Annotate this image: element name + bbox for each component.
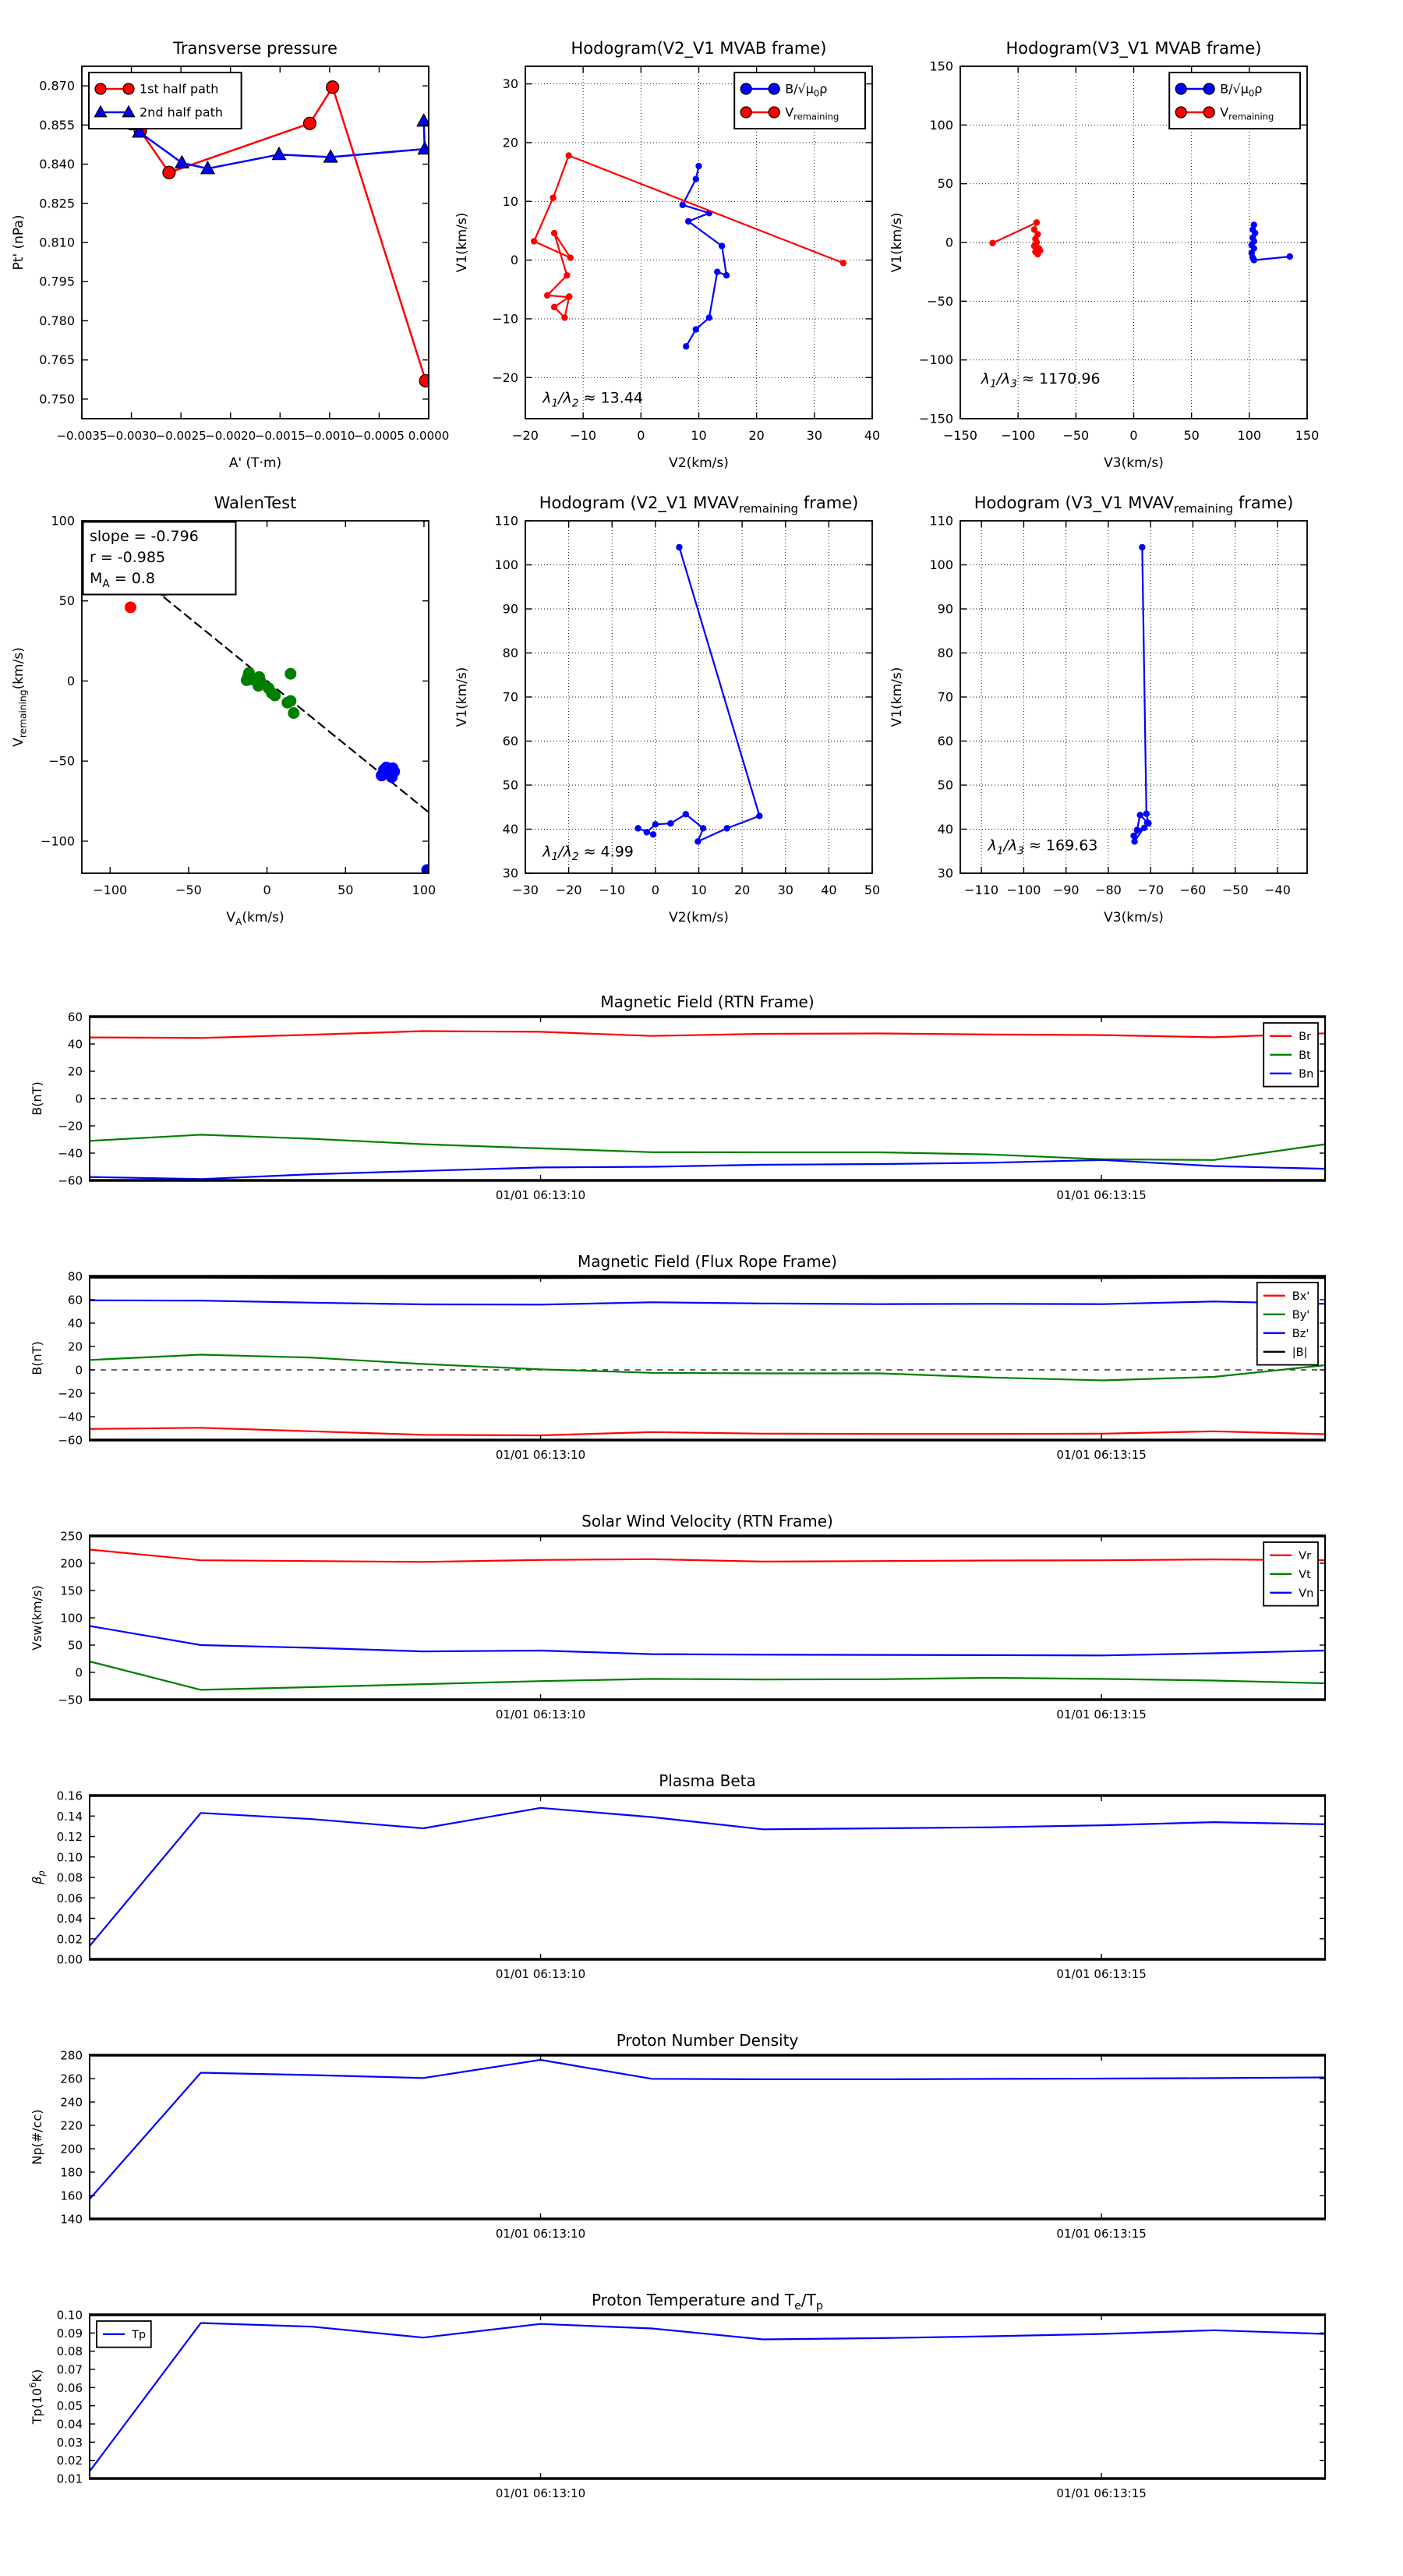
svg-text:−40: −40 (58, 1146, 83, 1161)
svg-text:0.810: 0.810 (39, 235, 75, 250)
svg-text:Hodogram(V3_V1 MVAB frame): Hodogram(V3_V1 MVAB frame) (1005, 39, 1262, 58)
svg-text:0.765: 0.765 (39, 352, 75, 368)
mag-field-flux-rope (30, 1252, 1326, 1462)
svg-text:100: 100 (60, 1611, 83, 1626)
svg-text:01/01 06:13:10: 01/01 06:13:10 (495, 1707, 586, 1721)
svg-text:0: 0 (66, 673, 75, 688)
svg-text:−20: −20 (555, 883, 582, 897)
svg-text:−0.0020: −0.0020 (205, 429, 256, 443)
svg-text:slope = -0.796: slope = -0.796 (90, 528, 199, 545)
svg-text:|B|: |B| (1292, 1346, 1308, 1359)
mag-field-rtn (30, 993, 1326, 1202)
svg-text:20: 20 (733, 883, 751, 897)
svg-text:−50: −50 (175, 883, 202, 897)
svg-text:80: 80 (937, 646, 953, 660)
svg-text:V1(km/s): V1(km/s) (889, 667, 905, 727)
svg-text:Bt: Bt (1299, 1049, 1311, 1062)
svg-text:Vsw(km/s): Vsw(km/s) (30, 1585, 44, 1651)
svg-text:−100: −100 (1001, 428, 1036, 443)
svg-text:λ1/λ2 ≈ 13.44: $\lambda_1/\lambda_2 \approx 13.44$ (542, 389, 643, 410)
svg-text:−50: −50 (927, 293, 953, 309)
svg-text:λ1/λ3 ≈ 1170.96: $\lambda_1/\lambda_3 \approx 1170.96$ (981, 370, 1101, 391)
svg-text:−0.0030: −0.0030 (106, 429, 157, 443)
svg-text:0: 0 (651, 883, 659, 897)
svg-text:0: 0 (75, 1363, 83, 1378)
svg-text:Transverse pressure: Transverse pressure (173, 39, 337, 58)
svg-text:100: 100 (1237, 428, 1262, 443)
svg-text:30: 30 (937, 865, 953, 881)
svg-text:240: 240 (60, 2095, 83, 2110)
svg-text:01/01 06:13:15: 01/01 06:13:15 (1056, 1188, 1147, 1202)
svg-text:Bx': Bx' (1292, 1290, 1310, 1303)
svg-text:Vr: Vr (1299, 1549, 1312, 1562)
svg-text:Magnetic Field (Flux Rope Fram: Magnetic Field (Flux Rope Frame) (578, 1252, 837, 1271)
svg-text:30: 30 (502, 76, 518, 92)
svg-text:110: 110 (929, 513, 953, 529)
svg-text:0.08: 0.08 (56, 2344, 83, 2359)
svg-text:Solar Wind Velocity (RTN Frame: Solar Wind Velocity (RTN Frame) (581, 1512, 833, 1530)
svg-text:−150: −150 (919, 411, 953, 426)
svg-text:10: 10 (691, 883, 707, 897)
svg-text:0.07: 0.07 (56, 2362, 83, 2377)
svg-text:100: 100 (929, 557, 953, 572)
transverse-pressure (11, 39, 449, 471)
svg-text:A' (T·m): A' (T·m) (228, 455, 282, 471)
svg-text:50: 50 (937, 777, 953, 793)
svg-text:Bn: Bn (1299, 1067, 1314, 1081)
svg-text:20: 20 (748, 428, 765, 443)
svg-text:−110: −110 (964, 883, 999, 897)
svg-text:70: 70 (502, 689, 518, 705)
svg-text:150: 150 (60, 1583, 83, 1598)
svg-text:VA(km/s): $V_A(km/s)$ (226, 910, 284, 928)
svg-text:−60: −60 (58, 1173, 83, 1188)
svg-text:0: 0 (1129, 428, 1138, 443)
svg-text:60: 60 (67, 1010, 83, 1024)
svg-text:160: 160 (60, 2189, 83, 2203)
svg-text:Hodogram (V2_V1 MVAVremaining: Hodogram (V2_V1 $MVAV_{remaining}$ frame) (539, 494, 859, 516)
svg-text:B(nT): B(nT) (30, 1341, 44, 1375)
svg-text:260: 260 (60, 2072, 83, 2086)
svg-text:−100: −100 (41, 833, 75, 849)
svg-text:20: 20 (67, 1339, 83, 1354)
svg-text:B/√μ0ρ: $B/√\mu_0\rho$ (785, 81, 828, 99)
svg-text:40: 40 (502, 822, 518, 837)
svg-text:−20: −20 (58, 1386, 83, 1401)
svg-text:0.06: 0.06 (56, 1891, 83, 1905)
svg-text:0.12: 0.12 (56, 1830, 83, 1844)
svg-text:50: 50 (864, 883, 881, 897)
svg-text:−40: −40 (1264, 883, 1291, 897)
svg-text:Np(#/cc): Np(#/cc) (30, 2109, 44, 2165)
hodogram-v3v1-mvab (889, 39, 1319, 471)
svg-text:0.04: 0.04 (56, 2417, 83, 2432)
svg-text:Vremaining(km/s): $V_{remaining}(km/s)$ (11, 647, 29, 747)
svg-text:40: 40 (864, 428, 881, 443)
svg-text:01/01 06:13:15: 01/01 06:13:15 (1056, 2486, 1147, 2500)
svg-text:150: 150 (1295, 428, 1320, 443)
svg-text:0.05: 0.05 (56, 2399, 83, 2414)
svg-text:−100: −100 (919, 352, 953, 368)
svg-text:WalenTest: WalenTest (214, 494, 297, 512)
svg-text:−50: −50 (58, 1693, 83, 1707)
svg-text:Bz': Bz' (1292, 1327, 1309, 1340)
svg-text:Hodogram (V3_V1 MVAVremaining: Hodogram (V3_V1 $MVAV_{remaining}$ frame) (974, 494, 1294, 516)
svg-text:0.02: 0.02 (56, 2454, 83, 2468)
svg-text:0.06: 0.06 (56, 2380, 83, 2395)
svg-text:60: 60 (502, 734, 518, 748)
svg-text:0: 0 (75, 1092, 83, 1106)
svg-text:MA = 0.8: $M_A = 0.8$ (90, 570, 155, 590)
svg-text:V3(km/s): V3(km/s) (1104, 455, 1164, 471)
svg-text:50: 50 (67, 1638, 83, 1653)
svg-text:60: 60 (67, 1293, 83, 1307)
svg-text:Tp: Tp (132, 2328, 147, 2341)
svg-text:−0.0010: −0.0010 (304, 429, 355, 443)
svg-text:01/01 06:13:15: 01/01 06:13:15 (1056, 1707, 1147, 1721)
svg-text:30: 30 (777, 883, 793, 897)
svg-text:0.14: 0.14 (56, 1809, 83, 1824)
walen-test (11, 494, 436, 927)
svg-text:40: 40 (821, 883, 837, 897)
svg-text:−0.0025: −0.0025 (155, 429, 207, 443)
svg-text:−10: −10 (570, 428, 597, 443)
svg-text:0: 0 (945, 235, 953, 250)
proton-number-density (30, 2031, 1326, 2241)
svg-text:Vt: Vt (1299, 1568, 1311, 1581)
hodogram-v2v1-mvab (454, 39, 880, 471)
svg-text:140: 140 (60, 2212, 83, 2227)
svg-text:Pt' (nPa): Pt' (nPa) (11, 214, 27, 271)
svg-text:−50: −50 (48, 753, 75, 769)
svg-text:40: 40 (67, 1316, 83, 1331)
svg-text:−20: −20 (492, 370, 518, 385)
svg-text:Vremaining: $V_{remaining}$ (1220, 104, 1274, 122)
svg-text:20: 20 (502, 135, 518, 150)
hodogram-v3v1-mvav (889, 494, 1307, 925)
svg-text:Vn: Vn (1299, 1587, 1314, 1600)
svg-text:0.0000: 0.0000 (408, 429, 450, 443)
svg-text:−10: −10 (599, 883, 626, 897)
svg-text:180: 180 (60, 2165, 83, 2180)
svg-text:Plasma Beta: Plasma Beta (659, 1771, 756, 1790)
svg-text:0.855: 0.855 (39, 117, 75, 133)
svg-text:90: 90 (937, 601, 953, 617)
svg-text:0.10: 0.10 (56, 1850, 83, 1865)
svg-text:01/01 06:13:15: 01/01 06:13:15 (1056, 1448, 1147, 1462)
svg-text:Tp(106K): $Tp(10^6K)$ (27, 2369, 44, 2425)
svg-text:10: 10 (502, 193, 518, 209)
svg-text:50: 50 (502, 777, 518, 793)
svg-text:−20: −20 (512, 428, 539, 443)
svg-text:V2(km/s): V2(km/s) (669, 455, 729, 471)
svg-text:01/01 06:13:10: 01/01 06:13:10 (495, 2486, 586, 2500)
svg-text:30: 30 (502, 865, 518, 881)
svg-text:0: 0 (510, 253, 518, 268)
hodogram-v2v1-mvav (454, 494, 880, 925)
svg-text:λ1/λ3 ≈ 169.63: $\lambda_1/\lambda_3 \approx 169.63$ (988, 837, 1098, 858)
svg-text:0.16: 0.16 (56, 1789, 83, 1803)
svg-text:Vremaining: $V_{remaining}$ (785, 104, 839, 122)
svg-text:150: 150 (929, 58, 953, 74)
svg-text:20: 20 (67, 1064, 83, 1079)
svg-text:−0.0005: −0.0005 (353, 429, 405, 443)
svg-text:80: 80 (67, 1269, 83, 1284)
svg-text:−10: −10 (492, 311, 518, 327)
svg-text:B(nT): B(nT) (30, 1081, 44, 1116)
svg-text:0.795: 0.795 (39, 274, 75, 289)
svg-text:0.750: 0.750 (39, 391, 75, 407)
svg-text:V1(km/s): V1(km/s) (454, 212, 470, 273)
svg-text:200: 200 (60, 1556, 83, 1571)
svg-text:Proton Temperature and Te/Tp: Proton Temperature and $T_e/T_p$ (591, 2291, 824, 2312)
svg-text:−50: −50 (1062, 428, 1090, 443)
svg-text:110: 110 (494, 513, 518, 529)
svg-text:220: 220 (60, 2118, 83, 2133)
svg-text:−0.0015: −0.0015 (254, 429, 306, 443)
svg-text:0.01: 0.01 (56, 2472, 83, 2486)
svg-text:−20: −20 (58, 1119, 83, 1134)
svg-text:50: 50 (58, 593, 75, 609)
svg-text:280: 280 (60, 2048, 83, 2063)
svg-text:100: 100 (494, 557, 518, 572)
svg-text:V2(km/s): V2(km/s) (669, 910, 729, 925)
svg-text:0.09: 0.09 (56, 2326, 83, 2341)
svg-text:−100: −100 (1006, 883, 1041, 897)
svg-text:λ1/λ2 ≈ 4.99: $\lambda_1/\lambda_2 \approx 4.99$ (542, 843, 634, 864)
svg-text:100: 100 (929, 117, 953, 133)
svg-text:50: 50 (337, 883, 354, 897)
svg-text:Proton Number Density: Proton Number Density (616, 2031, 799, 2050)
svg-text:10: 10 (691, 428, 707, 443)
svg-text:−60: −60 (58, 1433, 83, 1448)
svg-text:01/01 06:13:15: 01/01 06:13:15 (1056, 2227, 1147, 2241)
svg-text:V1(km/s): V1(km/s) (889, 212, 905, 273)
svg-text:50: 50 (937, 176, 953, 192)
svg-text:Br: Br (1299, 1030, 1312, 1043)
svg-text:0.10: 0.10 (56, 2308, 83, 2323)
svg-text:−90: −90 (1052, 883, 1080, 897)
svg-text:0: 0 (263, 883, 271, 897)
svg-text:2nd half path: 2nd half path (140, 104, 224, 120)
svg-text:−100: −100 (93, 883, 128, 897)
svg-text:0.870: 0.870 (39, 78, 75, 94)
svg-text:−30: −30 (512, 883, 539, 897)
svg-text:−80: −80 (1095, 883, 1122, 897)
svg-text:−60: −60 (1179, 883, 1207, 897)
svg-text:250: 250 (60, 1529, 83, 1544)
svg-text:0.03: 0.03 (56, 2435, 83, 2450)
svg-text:01/01 06:13:15: 01/01 06:13:15 (1056, 1967, 1147, 1981)
svg-text:70: 70 (937, 689, 953, 705)
svg-text:01/01 06:13:10: 01/01 06:13:10 (495, 1448, 586, 1462)
svg-text:0.00: 0.00 (56, 1952, 83, 1967)
svg-text:−70: −70 (1137, 883, 1164, 897)
solar-wind-velocity (30, 1512, 1326, 1721)
proton-temperature (27, 2291, 1326, 2500)
svg-text:0.02: 0.02 (56, 1932, 83, 1947)
svg-text:0.780: 0.780 (39, 313, 75, 328)
svg-text:0: 0 (637, 428, 645, 443)
svg-text:−50: −50 (1221, 883, 1249, 897)
svg-text:−40: −40 (58, 1410, 83, 1424)
plasma-beta (30, 1771, 1326, 1981)
svg-text:By': By' (1292, 1308, 1310, 1322)
svg-text:30: 30 (806, 428, 823, 443)
svg-text:B/√μ0ρ: $B/√\mu_0\rho$ (1220, 81, 1263, 99)
svg-text:V1(km/s): V1(km/s) (454, 667, 470, 727)
svg-text:Hodogram(V2_V1 MVAB frame): Hodogram(V2_V1 MVAB frame) (571, 39, 827, 58)
svg-text:−0.0035: −0.0035 (56, 429, 108, 443)
svg-text:1st half path: 1st half path (140, 81, 219, 97)
svg-text:−150: −150 (943, 428, 977, 443)
svg-text:40: 40 (67, 1037, 83, 1052)
svg-text:200: 200 (60, 2142, 83, 2157)
svg-text:01/01 06:13:10: 01/01 06:13:10 (495, 2227, 586, 2241)
svg-text:100: 100 (412, 883, 436, 897)
svg-text:0.08: 0.08 (56, 1870, 83, 1885)
svg-text:0: 0 (75, 1665, 83, 1680)
svg-text:0.840: 0.840 (39, 157, 75, 172)
svg-text:50: 50 (1183, 428, 1200, 443)
svg-text:0.825: 0.825 (39, 196, 75, 211)
svg-text:V3(km/s): V3(km/s) (1104, 910, 1164, 925)
svg-text:01/01 06:13:10: 01/01 06:13:10 (495, 1188, 586, 1202)
svg-text:60: 60 (937, 734, 953, 748)
svg-text:Magnetic Field (RTN Frame): Magnetic Field (RTN Frame) (600, 993, 815, 1011)
svg-text:r = -0.985: r = -0.985 (90, 549, 166, 566)
svg-text:90: 90 (502, 601, 518, 617)
svg-text:01/01 06:13:10: 01/01 06:13:10 (495, 1967, 586, 1981)
svg-text:80: 80 (502, 646, 518, 660)
svg-text:40: 40 (937, 822, 953, 837)
svg-text:100: 100 (51, 513, 75, 529)
svg-text:βp: $\beta_p$ (30, 1870, 47, 1884)
svg-text:0.04: 0.04 (56, 1912, 83, 1926)
